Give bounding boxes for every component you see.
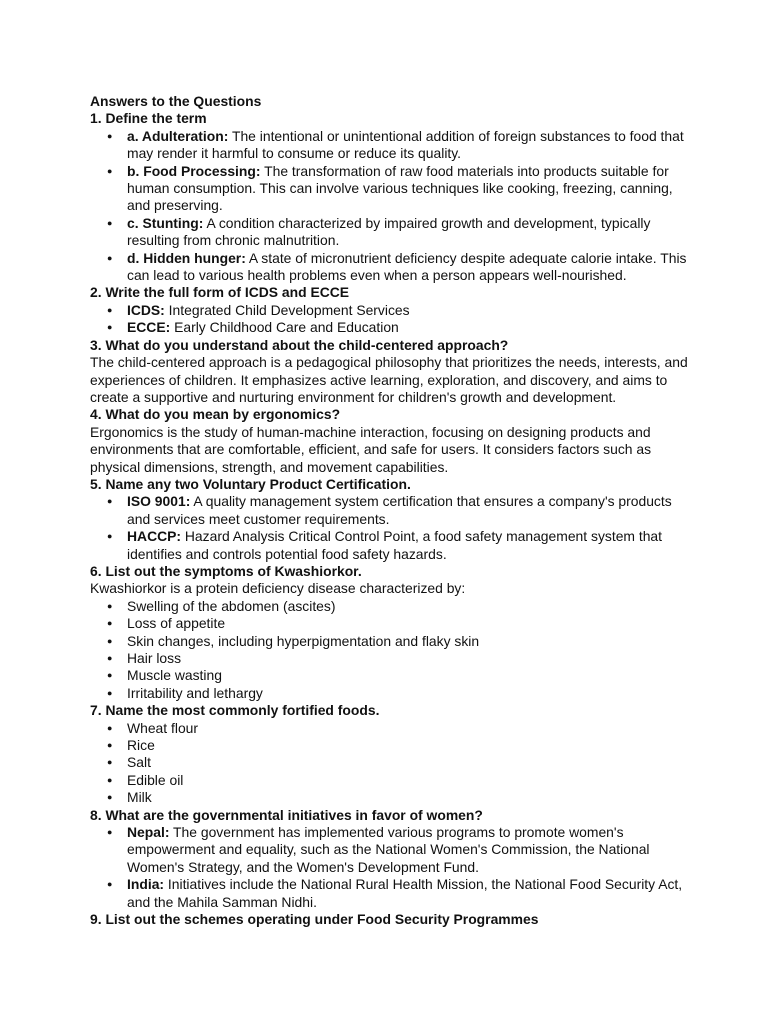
list-item [90, 528, 690, 563]
term-label: Nepal: [127, 824, 170, 841]
term-definition: The transformation of raw food materials into products suitable for human consumption. This can involve various techniques like cooking, freezing, canning, and preserving. [127, 162, 673, 214]
list-item: ● Loss of appetite [90, 615, 690, 632]
list-item [90, 215, 690, 250]
term-definition: A state of micronutrient deficiency despite adequate calorie intake. This can lead to various health problems even when a person appears well-nourished. [127, 249, 687, 284]
question-1-heading: 1. Define the term [90, 110, 207, 127]
question-7-heading: 7. Name the most commonly fortified foods. [90, 702, 380, 719]
list-item [90, 250, 690, 285]
list-item [90, 163, 690, 215]
list-item [90, 876, 690, 911]
list-item: ● Edible oil [90, 772, 690, 789]
term-definition: Initiatives include the National Rural Health Mission, the National Food Security Act, and the Mahila Samman Nidhi. [127, 876, 683, 910]
list-item: ● Milk [90, 789, 690, 806]
list-item: ● Rice [90, 737, 690, 754]
question-8-heading: 8. What are the governmental initiatives in favor of women? [90, 806, 483, 823]
question-2-list [90, 302, 690, 337]
list-item [90, 493, 690, 528]
term-label: ICDS: [127, 301, 165, 318]
list-item: ● Hair loss [90, 650, 690, 667]
question-8-list [90, 824, 690, 911]
question-7-list [90, 720, 690, 807]
list-item: ● Muscle wasting [90, 667, 690, 684]
question-6-heading: 6. List out the symptoms of Kwashiorkor. [90, 562, 362, 579]
question-3-heading: 3. What do you understand about the child-centered approach? [90, 336, 509, 353]
list-item: ● Swelling of the abdomen (ascites) [90, 598, 690, 615]
term-label: India: [127, 876, 165, 893]
term-definition: The government has implemented various programs to promote women's empowerment and equality, such as the National Women's Commission, the National Women's Strategy, and the Women's Development Fund. [127, 824, 650, 875]
term-definition: Hazard Analysis Critical Control Point, a food safety management system that identifies and controls potential food safety hazards. [127, 528, 663, 562]
term-label: a. Adulteration: [127, 127, 229, 144]
term-definition: The intentional or unintentional addition of foreign substances to food that may render it harmful to consume or reduce its quality. [127, 127, 684, 162]
question-6-answer: Kwashiorkor is a protein deficiency disease characterized by: [90, 580, 466, 597]
question-6-list [90, 598, 690, 702]
term-label: d. Hidden hunger: [127, 249, 246, 266]
term-label: c. Stunting: [127, 214, 204, 231]
term-label: ISO 9001: [127, 493, 191, 510]
term-definition: Early Childhood Care and Education [170, 319, 399, 336]
document-title: Answers to the Questions [90, 93, 262, 109]
list-item [90, 824, 690, 876]
question-5-list [90, 493, 690, 563]
list-item [90, 128, 690, 163]
question-4-answer: Ergonomics is the study of human-machine interaction, focusing on designing products and environments that are comfortable, efficient, and safe for users. It considers factors such as physical dimensions, strength, and movement capabilities. [90, 423, 652, 475]
list-item [90, 302, 690, 319]
document-page [90, 93, 690, 929]
question-9-heading: 9. List out the schemes operating under Food Security Programmes [90, 911, 539, 928]
question-4-heading: 4. What do you mean by ergonomics? [90, 406, 341, 423]
list-item [90, 319, 690, 336]
term-label: ECCE: [127, 319, 171, 336]
question-5-heading: 5. Name any two Voluntary Product Certification. [90, 475, 411, 492]
term-definition: A quality management system certification that ensures a company's products and services meet customer requirements. [127, 493, 672, 527]
list-item: ● Salt [90, 754, 690, 771]
term-label: b. Food Processing: [127, 162, 261, 179]
list-item: ● Skin changes, including hyperpigmentation and flaky skin [90, 633, 690, 650]
question-3-answer: The child-centered approach is a pedagogical philosophy that prioritizes the needs, interests, and experiences of children. It emphasizes active learning, exploration, and discovery, and aims to create a supportive and nurturing environment for children's growth and development. [90, 354, 688, 405]
question-1-list [90, 128, 690, 285]
term-definition: Integrated Child Development Services [164, 301, 410, 318]
question-2-heading: 2. Write the full form of ICDS and ECCE [90, 284, 350, 301]
list-item: ● Irritability and lethargy [90, 685, 690, 702]
term-label: HACCP: [127, 528, 182, 545]
list-item: ● Wheat flour [90, 720, 690, 737]
term-definition: A condition characterized by impaired growth and development, typically resulting from chronic malnutrition. [127, 214, 651, 249]
